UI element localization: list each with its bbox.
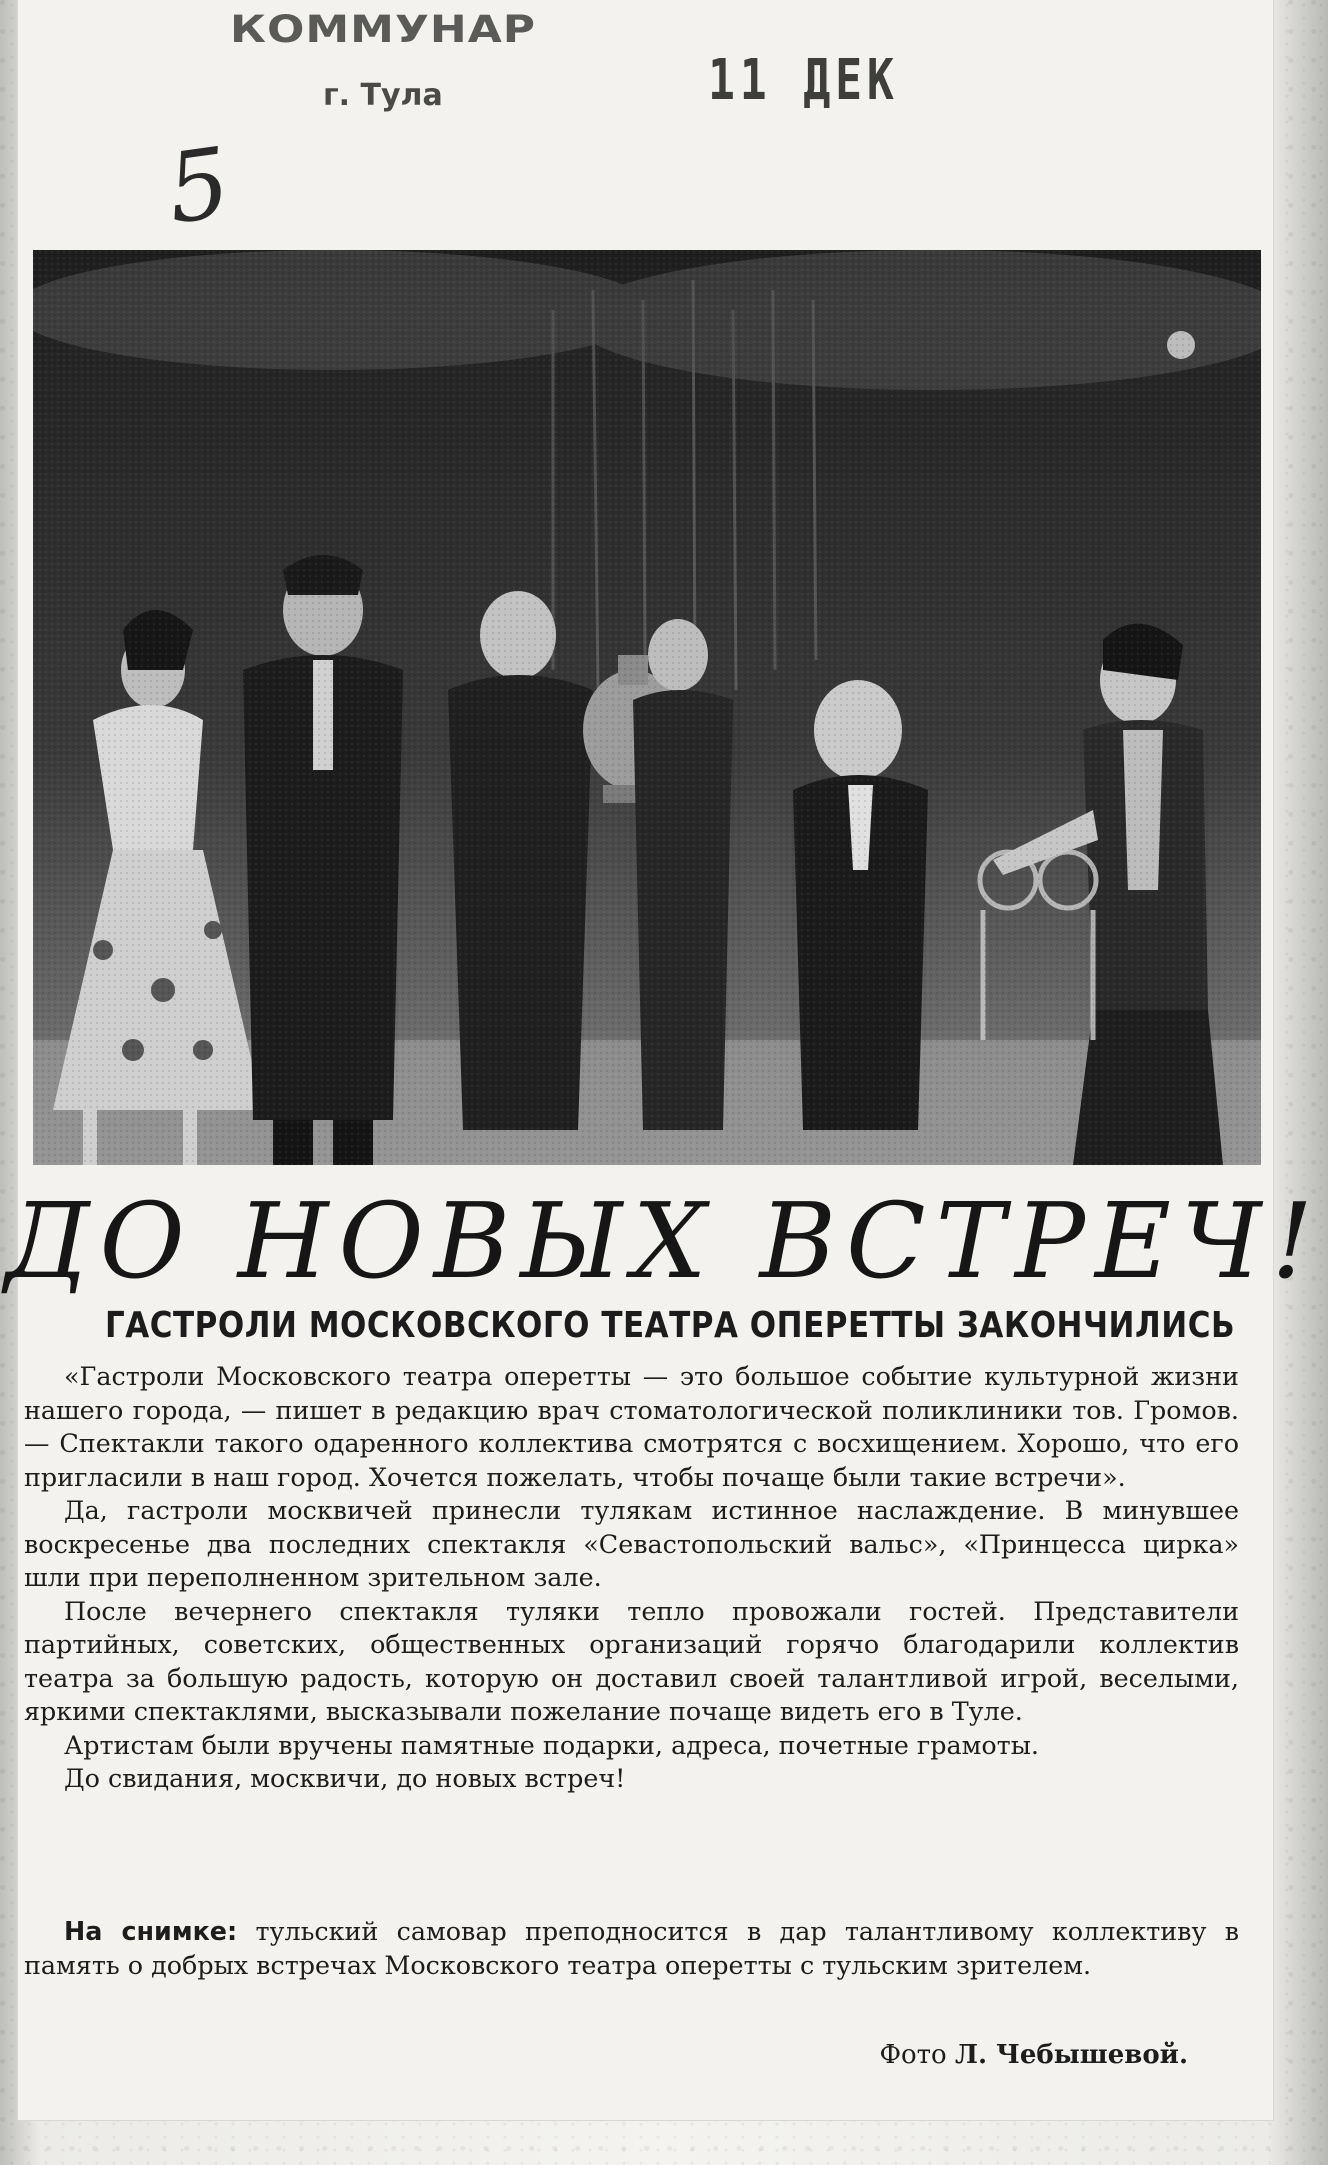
- handwritten-number: 5: [160, 126, 237, 246]
- credit-name: Л. Чебышевой.: [954, 2040, 1188, 2070]
- article-paragraph: «Гастроли Московского театра оперетты — это большое событие культурной жизни нашего города, — пишет в редакцию врач стоматологической поликлиники тов. Громов. — Спектакли такого одаренного коллектива смотрятся с восхищением. Хорошо, что его пригласили в наш город. Хочется пожелать, чтобы почаще были такие встречи».: [24, 1361, 1239, 1492]
- date-stamp: 11 ДЕК: [708, 48, 899, 113]
- photo-credit: [879, 2040, 1188, 2070]
- headline: ДО НОВЫХ ВСТРЕЧ!: [4, 1180, 1324, 1302]
- credit-prefix: Фото: [879, 2040, 947, 2070]
- stage-photograph: [33, 250, 1261, 1165]
- article-paragraph: После вечернего спектакля туляки тепло провожали гостей. Представители партийных, советских, общественных организаций горячо благодарили коллектив театра за большую радость, которую он доставил своей талантливой игрой, веселыми, яркими спектаклями, высказывали пожелание почаще видеть его в Туле.: [24, 1595, 1239, 1726]
- photo-caption: [24, 1915, 1239, 1982]
- newspaper-stamp-title: КОММУНАР: [230, 8, 536, 52]
- article-paragraph: До свидания, москвичи, до новых встреч!: [64, 1763, 626, 1793]
- article-paragraph: Да, гастроли москвичей принесли тулякам истинное наслаждение. В минувшее воскресенье два последних спектакля «Севастопольский вальс», «Принцесса цирка» шли при переполненном зрительном зале.: [24, 1495, 1239, 1592]
- subheadline: ГАСТРОЛИ МОСКОВСКОГО ТЕАТРА ОПЕРЕТТЫ ЗАКОНЧИЛИСЬ: [105, 1305, 1236, 1347]
- article-paragraph: Артистам были вручены памятные подарки, адреса, почетные грамоты.: [64, 1729, 1039, 1760]
- caption-label: На снимке:: [64, 1916, 238, 1946]
- newspaper-stamp-city: г. Тула: [323, 78, 443, 113]
- article-body: [24, 1360, 1239, 1796]
- photo-illustration: [33, 250, 1261, 1165]
- caption-text: тульский самовар преподносится в дар талантливому коллективу в память о добрых встречах Московского театра оперетты с тульским зрителем.: [24, 1916, 1239, 1980]
